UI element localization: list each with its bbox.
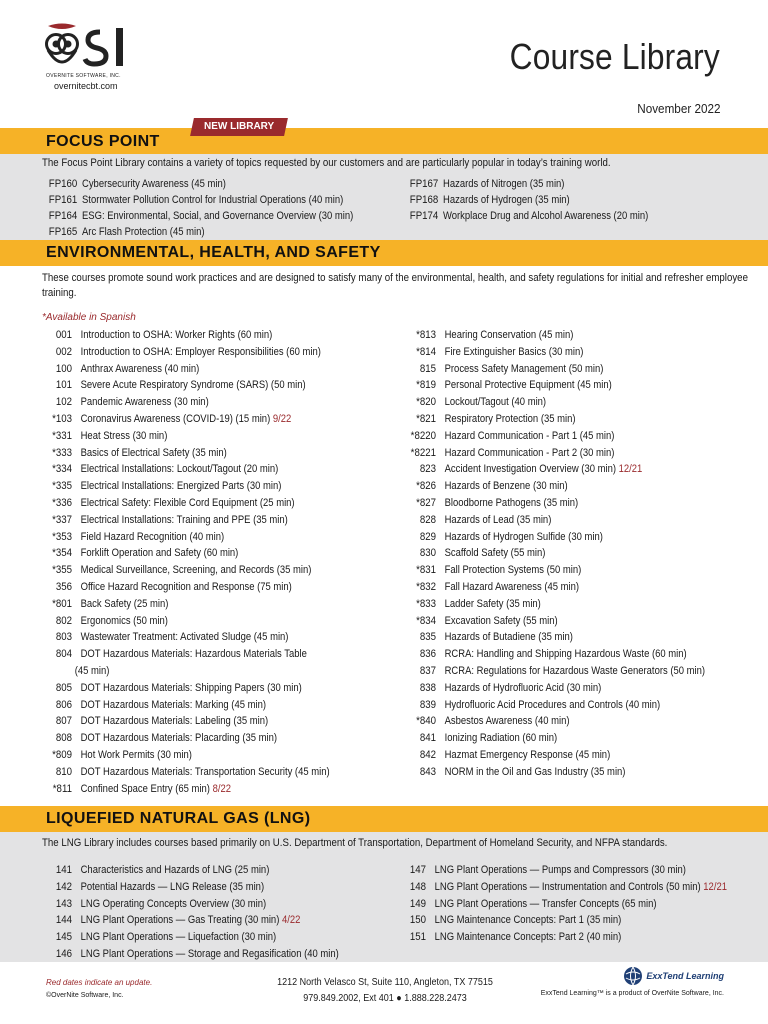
course-code: FP167 [409,178,439,190]
course-code: 810 [55,765,72,778]
course-title: DOT Hazardous Materials: Shipping Papers (30 min) [80,681,302,694]
course-row [30,946,390,963]
course-title: Pandemic Awareness (30 min) [80,396,209,409]
page-title: Course Library [509,36,720,77]
course-row [394,697,754,714]
course-title: Ionizing Radiation (60 min) [444,732,558,745]
course-row [30,445,400,462]
footer-left [46,978,152,999]
course-title: Ladder Safety (35 min) [444,597,541,610]
course-title: Process Safety Management (50 min) [444,362,604,375]
course-code: 141 [55,864,72,876]
course-code: 145 [55,931,72,944]
course-row [394,344,754,361]
course-row [384,879,754,896]
update-date: 4/22 [281,914,301,927]
course-title: Hazard Communication - Part 1 (45 min) [444,429,615,442]
course-row [394,529,754,546]
course-code: 838 [419,681,436,694]
course-code: 805 [55,681,72,694]
course-row [44,224,404,240]
course-code: 102 [55,396,72,409]
course-row [394,713,754,730]
course-title: Asbestos Awareness (40 min) [444,715,570,728]
lng-title: LIQUEFIED NATURAL GAS (LNG) [46,810,311,827]
course-title: Hazard Communication - Part 2 (30 min) [444,446,615,459]
course-row [394,545,754,562]
course-title: Bloodborne Pathogens (35 min) [444,496,579,509]
course-code: 803 [55,631,72,644]
course-row [30,579,400,596]
course-code: *832 [416,580,436,593]
course-title: Fall Protection Systems (50 min) [444,564,582,577]
course-code: 144 [55,914,72,927]
exxtend-logo: ExxTend Learning [524,966,724,986]
course-title: Introduction to OSHA: Worker Rights (60 min) [80,329,273,341]
course-row [394,512,754,529]
course-title: Hazards of Benzene (30 min) [444,480,568,493]
update-date: 12/21 [703,880,727,893]
course-title: Hearing Conservation (45 min) [444,329,574,341]
course-row [394,445,754,462]
focus-point-header-bar [0,128,768,154]
course-code: *820 [416,396,436,409]
ehs-header-bar [0,240,768,266]
course-code: *334 [52,463,72,476]
copyright: ©OverNite Software, Inc. [46,992,124,999]
course-title: Personal Protective Equipment (45 min) [444,379,612,392]
course-row [394,646,754,663]
course-title: Hydrofluoric Acid Procedures and Controls (40 min) [444,698,661,711]
course-title: Hazards of Hydrogen Sulfide (30 min) [444,530,603,543]
course-title: Hazards of Hydrofluoric Acid (30 min) [444,681,602,694]
phone-numbers[interactable]: 979.849.2002, Ext 401 ● 1.888.228.2473 [303,993,467,1004]
course-code: *103 [52,412,72,425]
course-row [30,327,400,344]
course-row [384,912,754,929]
focus-point-intro: The Focus Point Library contains a variety of topics requested by our customers and are particularly popular in today’s training world. [42,157,611,169]
course-title: Medical Surveillance, Screening, and Records (35 min) [80,564,312,577]
course-title: Hazards of Lead (35 min) [444,513,552,526]
course-code: 001 [55,329,72,341]
course-title-continued: (45 min) [74,664,110,677]
course-code: 806 [55,698,72,711]
course-row [30,629,400,646]
course-code: FP165 [48,226,78,238]
ehs-list-right [394,327,754,781]
course-code: 356 [55,580,72,593]
course-code: *826 [416,480,436,493]
course-title: Severe Acute Respiratory Syndrome (SARS) (50 min) [80,379,306,392]
course-code: FP168 [409,194,439,206]
course-row [30,394,400,411]
lng-header-bar [0,806,768,832]
footer-right [524,966,724,997]
course-title: Back Safety (25 min) [80,597,169,610]
course-title: Fall Hazard Awareness (45 min) [444,580,580,593]
course-code: *353 [52,530,72,543]
company-url[interactable]: overnitecbt.com [54,81,118,91]
course-code: FP164 [48,210,78,222]
lng-intro: The LNG Library includes courses based primarily on U.S. Department of Transportation, Department of Homeland Security, and NFPA standards. [42,837,668,849]
course-title: Anthrax Awareness (40 min) [80,362,200,375]
course-row [394,579,754,596]
lng-list-left [30,862,390,963]
course-title: LNG Plant Operations — Transfer Concepts (65 min) [434,897,657,910]
course-code: 802 [55,614,72,627]
osi-logo [44,22,134,91]
course-title: Forklift Operation and Safety (60 min) [80,547,239,560]
course-row [30,896,390,913]
course-title: DOT Hazardous Materials: Marking (45 min) [80,698,267,711]
course-title: LNG Maintenance Concepts: Part 2 (40 min) [434,931,622,944]
update-note: Red dates indicate an update. [46,978,153,987]
course-code: *801 [52,597,72,610]
course-code: 143 [55,897,72,910]
course-title: Coronavirus Awareness (COVID-19) (15 min) 9/22 [80,412,292,425]
course-title: Basics of Electrical Safety (35 min) [80,446,227,459]
course-title: LNG Plant Operations — Pumps and Compressors (30 min) [434,864,686,876]
course-row [30,361,400,378]
course-code: *819 [416,379,436,392]
course-code: 830 [419,547,436,560]
course-code: FP174 [409,210,439,222]
course-row [394,747,754,764]
course-code: 100 [55,362,72,375]
focus-point-list-left [44,176,404,240]
course-title: Hazmat Emergency Response (45 min) [444,748,611,761]
course-title: Hazards of Butadiene (35 min) [444,631,573,644]
course-row [394,562,754,579]
address: 1212 North Velasco St, Suite 110, Angleton, TX 77515 [277,977,493,988]
publish-date: November 2022 [636,101,720,116]
course-code: 142 [55,880,72,893]
course-code: *831 [416,564,436,577]
course-row [30,411,400,428]
ehs-intro: These courses promote sound work practices and are designed to satisfy many of the environmental, health, and safety regulations for initial and refresher employee training. [42,272,748,299]
course-row [30,781,400,798]
course-code: *814 [416,345,436,358]
course-code: 839 [419,698,436,711]
update-date: 12/21 [618,463,643,476]
course-code: *834 [416,614,436,627]
course-title: Heat Stress (30 min) [80,429,168,442]
course-title: Electrical Installations: Training and PPE (35 min) [80,513,288,526]
course-code: 147 [409,864,426,876]
course-title: LNG Plant Operations — Storage and Regasification (40 min) [80,947,339,960]
course-row [30,512,400,529]
course-row [30,613,400,630]
company-name: OVERNITE SOFTWARE, INC. [46,73,121,79]
ehs-list-left [30,327,400,797]
course-title: Electrical Safety: Flexible Cord Equipment (25 min) [80,496,295,509]
course-code: *833 [416,597,436,610]
course-row [394,428,754,445]
course-code: 151 [409,931,426,944]
course-row [394,327,754,344]
globe-icon [623,966,643,986]
course-code: 828 [419,513,436,526]
course-code: 808 [55,732,72,745]
course-code: 815 [419,362,436,375]
course-code: 841 [419,732,436,745]
course-title: Cybersecurity Awareness (45 min) [82,178,226,190]
course-code: *8220 [410,429,436,442]
course-title: DOT Hazardous Materials: Hazardous Materials Table [80,648,307,661]
course-row [30,344,400,361]
course-code: *8221 [410,446,436,459]
course-row [30,764,400,781]
course-row [394,394,754,411]
course-title: Office Hazard Recognition and Response (75 min) [80,580,292,593]
course-code: 836 [419,648,436,661]
ehs-title: ENVIRONMENTAL, HEALTH, AND SAFETY [46,244,381,261]
course-row [394,411,754,428]
course-title: Excavation Safety (55 min) [444,614,558,627]
course-title: RCRA: Handling and Shipping Hazardous Waste (60 min) [444,648,687,661]
course-title: ESG: Environmental, Social, and Governance Overview (30 min) [82,210,354,222]
course-title: DOT Hazardous Materials: Transportation Security (45 min) [80,765,330,778]
course-code: 146 [55,947,72,960]
course-code: 804 [55,648,72,661]
course-row [44,176,404,192]
course-row [394,377,754,394]
course-title: Accident Investigation Overview (30 min) 12/21 [444,463,643,476]
focus-point-list-right [405,176,735,224]
owl-logo-icon [44,22,132,72]
course-code: 807 [55,715,72,728]
course-row [30,377,400,394]
course-code: *335 [52,480,72,493]
course-row [394,495,754,512]
course-row [30,730,400,747]
course-row [30,697,400,714]
course-code: 148 [409,880,426,893]
course-title: Field Hazard Recognition (40 min) [80,530,225,543]
course-code: 149 [409,897,426,910]
course-row [394,478,754,495]
course-code: *809 [52,748,72,761]
course-row [30,562,400,579]
course-code: *333 [52,446,72,459]
course-title: RCRA: Regulations for Hazardous Waste Generators (50 min) [444,664,706,677]
course-title: Wastewater Treatment: Activated Sludge (45 min) [80,631,289,644]
course-row [384,862,754,879]
course-row [394,461,754,478]
course-row [30,461,400,478]
course-code: *840 [416,715,436,728]
course-row [30,596,400,613]
course-row [394,361,754,378]
course-row [394,629,754,646]
course-row [30,478,400,495]
course-title: LNG Plant Operations — Gas Treating (30 min) 4/22 [80,914,301,927]
update-date: 8/22 [212,782,232,795]
course-row [405,176,735,192]
course-row [30,713,400,730]
course-row [30,428,400,445]
course-row [394,613,754,630]
course-row [405,208,735,224]
course-title: LNG Plant Operations — Instrumentation and Controls (50 min) 12/21 [434,880,727,893]
course-title: NORM in the Oil and Gas Industry (35 min) [444,765,626,778]
course-title: Hazards of Nitrogen (35 min) [443,178,565,190]
exxtend-note: ExxTend Learning™ is a product of OverNite Software, Inc. [540,990,724,997]
course-title: Confined Space Entry (65 min) 8/22 [80,782,232,795]
course-row [394,680,754,697]
course-row [30,747,400,764]
new-library-badge: NEW LIBRARY [190,118,288,136]
course-row [30,495,400,512]
course-code: *331 [52,429,72,442]
course-title: LNG Operating Concepts Overview (30 min) [80,897,267,910]
course-row [394,596,754,613]
course-code: FP161 [48,194,78,206]
course-title: Introduction to OSHA: Employer Responsibilities (60 min) [80,345,321,358]
course-code: *337 [52,513,72,526]
footer-contact [255,975,516,1007]
course-code: *354 [52,547,72,560]
course-title: Arc Flash Protection (45 min) [82,226,205,238]
spanish-note: *Available in Spanish [42,312,136,323]
course-code: *355 [52,564,72,577]
course-row [44,192,404,208]
course-row [30,529,400,546]
course-row [394,730,754,747]
course-title: LNG Maintenance Concepts: Part 1 (35 min) [434,914,622,927]
course-title: Electrical Installations: Lockout/Tagout (20 min) [80,463,279,476]
course-code: FP160 [48,178,78,190]
course-code: 843 [419,765,436,778]
course-title: Ergonomics (50 min) [80,614,168,627]
course-title: LNG Plant Operations — Liquefaction (30 min) [80,931,277,944]
course-title: Hot Work Permits (30 min) [80,748,192,761]
course-title: Electrical Installations: Energized Parts (30 min) [80,480,282,493]
course-row [30,929,390,946]
course-row [394,663,754,680]
lng-list-right [384,862,754,946]
course-row [30,879,390,896]
course-code: 842 [419,748,436,761]
course-row [384,929,754,946]
page-header [0,0,768,122]
course-title: Workplace Drug and Alcohol Awareness (20 min) [443,210,649,222]
course-row [30,545,400,562]
course-title: DOT Hazardous Materials: Placarding (35 min) [80,732,278,745]
course-code: 002 [55,345,72,358]
course-code: 835 [419,631,436,644]
update-date: 9/22 [272,412,292,425]
course-title: Characteristics and Hazards of LNG (25 min) [80,864,270,876]
course-title: Lockout/Tagout (40 min) [444,396,547,409]
course-title: Fire Extinguisher Basics (30 min) [444,345,584,358]
course-code: *821 [416,412,436,425]
course-code: *827 [416,496,436,509]
course-title: DOT Hazardous Materials: Labeling (35 min) [80,715,269,728]
course-row [30,862,390,879]
course-row [405,192,735,208]
course-code: *336 [52,496,72,509]
course-code: *813 [416,329,436,341]
focus-point-title: FOCUS POINT [46,133,160,150]
course-row [384,896,754,913]
course-title: Potential Hazards — LNG Release (35 min) [80,880,265,893]
course-code: 837 [419,664,436,677]
course-row [44,208,404,224]
course-row [30,912,390,929]
course-code: 150 [409,914,426,927]
course-code: *811 [52,782,72,795]
course-code: 829 [419,530,436,543]
course-title: Stormwater Pollution Control for Industrial Operations (40 min) [82,194,344,206]
course-code: 823 [419,463,436,476]
course-row [30,646,400,663]
course-code: 101 [55,379,72,392]
course-title: Scaffold Safety (55 min) [444,547,546,560]
course-title: Hazards of Hydrogen (35 min) [443,194,570,206]
course-row [394,764,754,781]
course-row [30,680,400,697]
course-title: Respiratory Protection (35 min) [444,412,576,425]
